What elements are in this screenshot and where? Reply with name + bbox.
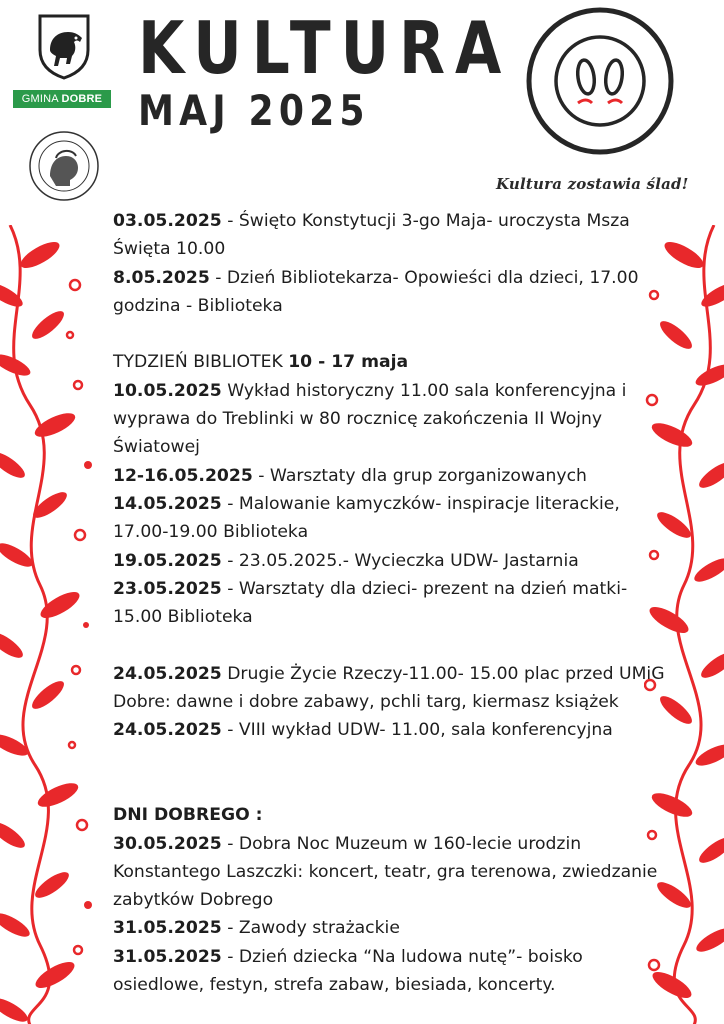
event-text: - Dzień Bibliotekarza- Opowieści dla dzieci, 17.00 godzina - Biblioteka xyxy=(113,267,639,316)
page-subtitle: MAJ 2025 xyxy=(138,86,370,135)
event-item xyxy=(113,377,673,462)
event-item xyxy=(113,575,673,632)
event-date: 24.05.2025 xyxy=(113,720,222,741)
event-item xyxy=(113,716,673,744)
event-text: Wykład historyczny 11.00 sala konferencyjna i wyprawa do Treblinki w 80 rocznicę zakończenia II Wojny Światowej xyxy=(113,380,627,458)
event-text: - Warsztaty dla dzieci- prezent na dzień matki-15.00 Biblioteka xyxy=(113,578,628,628)
event-item xyxy=(113,547,673,575)
event-date: 10.05.2025 xyxy=(113,380,222,401)
event-date: 14.05.2025 xyxy=(113,493,222,514)
library-week-label: TYDZIEŃ BIBLIOTEK xyxy=(113,352,289,373)
event-list xyxy=(113,207,673,999)
event-item xyxy=(113,943,673,1000)
event-text: Drugie Życie Rzeczy-11.00- 15.00 plac przed UMiG Dobre: dawne i dobre zabawy, pchli targ, kiermasz książek xyxy=(113,663,665,713)
event-date: 8.05.2025 xyxy=(113,267,210,288)
event-item xyxy=(113,830,673,915)
event-text: - Święto Konstytucji 3-go Maja- uroczysta Msza Święta 10.00 xyxy=(113,211,630,260)
event-text: - Dobra Noc Muzeum w 160-lecie urodzin Konstantego Laszczki: koncert, teatr, gra terenowa, zwiedzanie zabytków Dobrego xyxy=(113,833,658,911)
event-date: 23.05.2025 xyxy=(113,578,222,599)
event-item xyxy=(113,264,673,321)
event-date: 19.05.2025 xyxy=(113,550,222,571)
footprint-badge-icon xyxy=(526,7,674,155)
event-date: 31.05.2025 xyxy=(113,918,222,939)
event-date: 24.05.2025 xyxy=(113,663,222,684)
event-date: 30.05.2025 xyxy=(113,833,222,854)
dni-dobrego-heading: DNI DOBREGO : xyxy=(113,805,263,826)
event-date: 03.05.2025 xyxy=(113,211,222,231)
event-item xyxy=(113,207,673,264)
gmina-dobre-label xyxy=(13,90,111,108)
laszczka-medal-icon xyxy=(20,130,108,202)
event-item xyxy=(113,490,673,547)
event-text: - Warsztaty dla grup zorganizowanych xyxy=(252,465,587,486)
event-text: - Dzień dziecka “Na ludowa nutę”- boisko osiedlowe, festyn, strefa zabaw, biesiada, koncerty. xyxy=(113,946,583,996)
event-item xyxy=(113,914,673,942)
event-text: - 23.05.2025.- Wycieczka UDW- Jastarnia xyxy=(221,550,579,571)
event-text: - VIII wykład UDW- 11.00, sala konferencyjna xyxy=(221,720,613,741)
event-text: - Malowanie kamyczków- inspiracje literackie, 17.00-19.00 Biblioteka xyxy=(113,493,620,543)
event-item xyxy=(113,660,673,717)
library-week-heading xyxy=(113,348,673,376)
boar-crest-icon xyxy=(36,12,92,80)
library-week-range: 10 - 17 maja xyxy=(288,352,409,373)
event-item xyxy=(113,462,673,490)
event-date: 12-16.05.2025 xyxy=(113,465,253,486)
gmina-label-part-1: GMINA xyxy=(21,93,59,105)
leaf-vine-left-decoration xyxy=(0,225,100,1024)
page-title: KULTURA xyxy=(138,6,512,90)
event-date: 31.05.2025 xyxy=(113,946,222,967)
gmina-label-part-2: DOBRE xyxy=(61,93,103,105)
event-text: - Zawody strażackie xyxy=(221,918,400,939)
slogan: Kultura zostawia ślad! xyxy=(496,175,689,193)
